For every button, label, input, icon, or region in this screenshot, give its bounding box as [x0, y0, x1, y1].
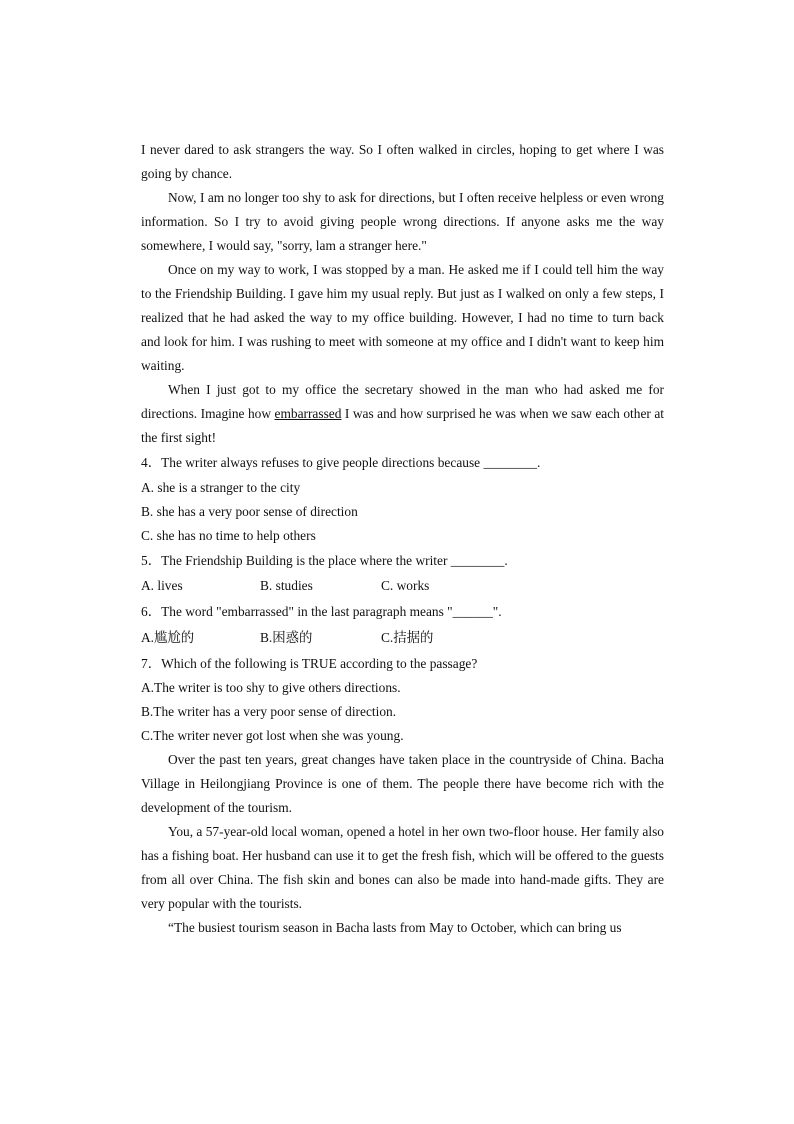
question-5-option-c: C. works [381, 578, 430, 593]
passage1-paragraph-3: Once on my way to work, I was stopped by a man. He asked me if I could tell him the way to the Friendship Building. I gave him my usual reply. But just as I walked on only a few steps, I realized that he had asked the way to my office building. However, I had no time to turn back and look for him. I was rushing to meet with someone at my office and I didn't want to keep him waiting. [141, 262, 664, 373]
question-5-options [141, 573, 664, 599]
question-7-stem: 7．Which of the following is TRUE according to the passage? [141, 655, 478, 671]
question-6-option-c: C.拮据的 [381, 629, 434, 645]
question-7-option-c: C.The writer never got lost when she was young. [141, 728, 404, 743]
question-6-options [141, 625, 664, 651]
question-6-option-a: A.尴尬的 [141, 629, 195, 645]
question-4-stem: 4．The writer always refuses to give people directions because ________. [141, 455, 541, 470]
question-6-stem: 6．The word "embarrassed" in the last paragraph means "______". [141, 604, 502, 619]
question-6-option-b: B.困惑的 [260, 629, 313, 645]
paragraph-4-text-before: When I just got to my office the secretary showed in the man who had asked me for directions. Imagine how [141, 382, 664, 421]
document-content [141, 138, 664, 940]
question-5-stem: 5．The Friendship Building is the place where the writer ________. [141, 552, 508, 568]
paragraph-4-text-after: I was and how surprised he was when we saw each other at the first sight! [141, 406, 664, 445]
question-5-option-a: A. lives [141, 578, 183, 593]
question-7-option-b: B.The writer has a very poor sense of direction. [141, 704, 397, 719]
question-4-option-a: A. she is a stranger to the city [141, 479, 301, 495]
passage2-paragraph-2: You, a 57-year-old local woman, opened a hotel in her own two-floor house. Her family also has a fishing boat. Her husband can use it to get the fresh fish, which will be offered to the guests from all over China. The fish skin and bones can also be made into hand-made gifts. They are very popular with the tourists. [141, 824, 664, 911]
passage2-paragraph-1: Over the past ten years, great changes have taken place in the countryside of China. Bacha Village in Heilongjiang Province is one of them. The people there have become rich with the development of the tourism. [141, 752, 664, 815]
question-4-option-c: C. she has no time to help others [141, 527, 316, 543]
passage1-paragraph-1: I never dared to ask strangers the way. So I often walked in circles, hoping to get where I was going by chance. [141, 142, 664, 181]
passage2-paragraph-3: “The busiest tourism season in Bacha lasts from May to October, which can bring us [168, 920, 622, 935]
underlined-word-embarrassed: embarrassed [274, 406, 342, 421]
question-5-option-b: B. studies [260, 578, 313, 593]
question-7-option-a: A.The writer is too shy to give others directions. [141, 680, 401, 695]
passage1-paragraph-4 [141, 378, 664, 450]
passage1-paragraph-2: Now, I am no longer too shy to ask for directions, but I often receive helpless or even wrong information. So I try to avoid giving people wrong directions. If anyone asks me the way somewhere, I would say, "sorry, lam a stranger here." [141, 190, 664, 253]
question-4-option-b: B. she has a very poor sense of direction [141, 503, 358, 519]
